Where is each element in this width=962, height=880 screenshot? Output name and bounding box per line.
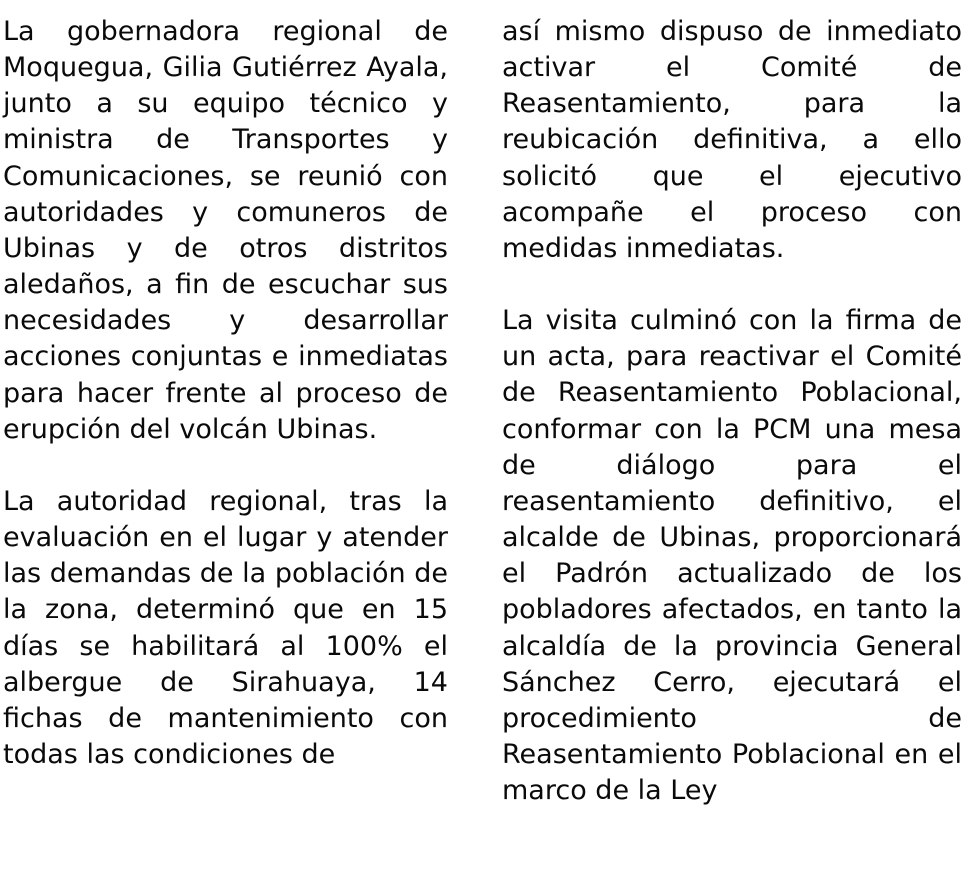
article-column-right xyxy=(502,14,962,845)
article-paragraph: La gobernadora regional de Moquegua, Gilia Gutiérrez Ayala, junto a su equipo técnico y ministra de Transportes y Comunicaciones, se reunió con autoridades y comuneros de Ubinas y de otros distritos aledaños, a fin de escuchar sus necesidades y desarrollar acciones conjuntas e inmediatas para hacer frente al proceso de erupción del volcán Ubinas. xyxy=(3,16,448,445)
article-column-left xyxy=(3,14,448,809)
article-paragraph: así mismo dispuso de inmediato activar el Comité de Reasentamiento, para la reubicación definitiva, a ello solicitó que el ejecutivo acompañe el proceso con medidas inmediatas. xyxy=(502,16,962,264)
article-paragraph: La visita culminó con la firma de un acta, para reactivar el Comité de Reasentamiento Poblacional, conformar con la PCM una mesa de diálogo para el reasentamiento definitivo, el alcalde de Ubinas, proporcionará el Padrón actualizado de los pobladores afectados, en tanto la alcaldía de la provincia General Sánchez Cerro, ejecutará el procedimiento de Reasentamiento Poblacional en el marco de la Ley xyxy=(502,305,962,807)
article-paragraph: La autoridad regional, tras la evaluación en el lugar y atender las demandas de la población de la zona, determinó que en 15 días se habilitará al 100% el albergue de Sirahuaya, 14 fichas de mantenimiento con todas las condiciones de xyxy=(3,485,448,770)
